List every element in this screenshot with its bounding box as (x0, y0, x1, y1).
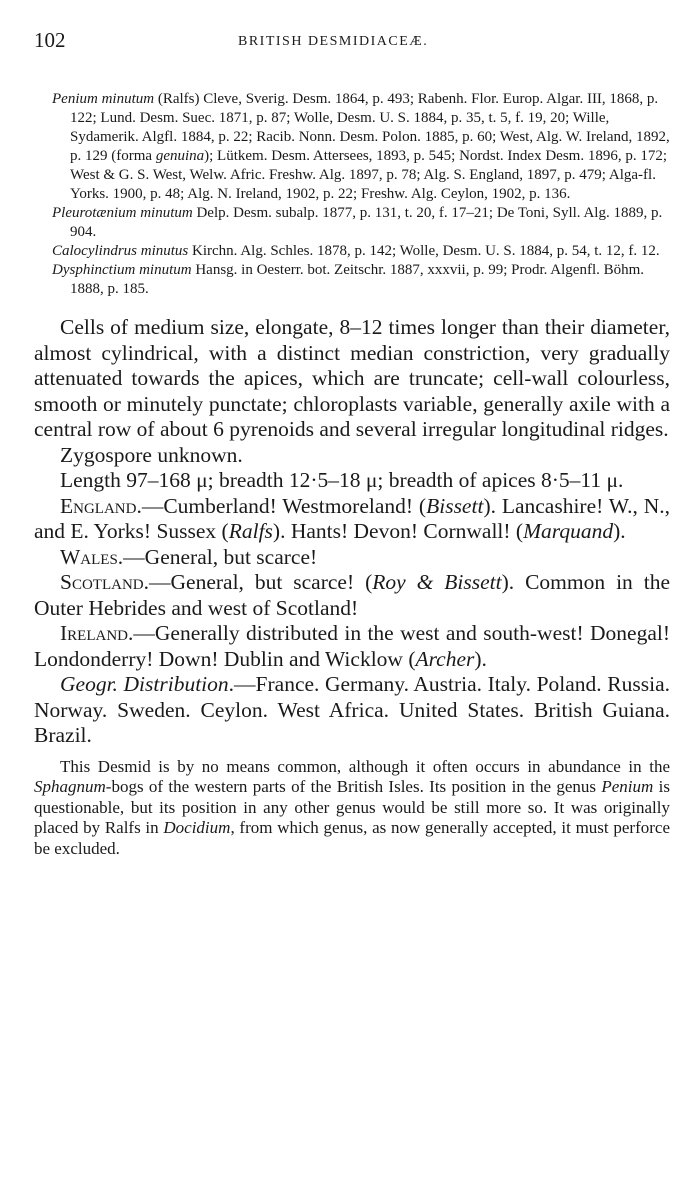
taxon-name: Pleurotænium minutum (52, 205, 193, 221)
distribution-scotland: Scotland.—General, but scarce! (Roy & Bissett). Common in the Outer Hebrides and west of Scotland! (34, 570, 671, 620)
synonym-entry: Pleurotænium minutum Delp. Desm. subalp. 1877, p. 131, t. 20, f. 17–21; De Toni, Syll. Alg. 1889, p. 904. (52, 205, 663, 240)
distribution-ireland: Ireland.—Generally distributed in the west and south-west! Donegal! Londonderry! Down! Dublin and Wicklow (Archer). (34, 621, 670, 671)
taxon-name: Penium minutum (52, 91, 155, 107)
page-number: 102 (34, 28, 66, 52)
page (34, 28, 670, 859)
species-body (34, 315, 670, 749)
remarks-paragraph: This Desmid is by no means common, although it often occurs in abundance in the Sphagnum-bogs of the western parts of the British Isles. Its position in the genus Penium is questionable, but its position in any other genus would be still more so. It was originally placed by Ralfs in Docidium, from which genus, as now generally accepted, it must perforce be excluded. (34, 756, 671, 858)
taxon-name: Dysphinctium minutum (52, 262, 192, 278)
remarks (34, 757, 670, 860)
distribution-geographic: Geogr. Distribution.—France. Germany. Austria. Italy. Poland. Russia. Norway. Sweden. Ceylon. West Africa. United States. British Guiana. Brazil. (34, 672, 670, 747)
synonym-entry: Penium minutum (Ralfs) Cleve, Sverig. Desm. 1864, p. 493; Rabenh. Flor. Europ. Algar. III, 1868, p. 122; Lund. Desm. Suec. 1871, p. 87; Wolle, Desm. U. S. 1884, p. 35, t. 5, f. 19, 20; Wille, Sydamerik. Algfl. 1884, p. 22; Racib. Nonn. Desm. Polon. 1885, p. 60; West, Alg. W. Ireland, 1892, p. 129 (forma genuina); Lütkem. Desm. Attersees, 1893, p. 545; Nordst. Index Desm. 1896, p. 172; West & G. S. West, Welw. Afric. Freshw. Alg. 1897, p. 78; Alg. S. England, 1897, p. 479; Alga-fl. Yorks. 1900, p. 48; Alg. N. Ireland, 1902, p. 22; Freshw. Alg. Ceylon, 1902, p. 136. (52, 91, 670, 202)
page-header (34, 28, 670, 58)
taxon-name: Calocylindrus minutus (52, 243, 189, 259)
synonym-entry: Calocylindrus minutus Kirchn. Alg. Schles. 1878, p. 142; Wolle, Desm. U. S. 1884, p. 54, t. 12, f. 12. (52, 243, 660, 259)
synonym-entry: Dysphinctium minutum Hansg. in Oesterr. bot. Zeitschr. 1887, xxxvii, p. 99; Prodr. Algenfl. Böhm. 1888, p. 185. (52, 262, 645, 297)
measurements: Length 97–168 μ; breadth 12·5–18 μ; breadth of apices 8·5–11 μ. (60, 468, 624, 492)
distribution-england: England.—Cumberland! Westmoreland! (Bissett). Lancashire! W., N., and E. Yorks! Sussex (Ralfs). Hants! Devon! Cornwall! (Marquand). (34, 493, 670, 543)
synonymy (34, 90, 670, 299)
running-title: BRITISH DESMIDIACEÆ. (238, 34, 429, 49)
zygospore: Zygospore unknown. (60, 442, 243, 467)
description: Cells of medium size, elongate, 8–12 times longer than their diameter, almost cylindrical, with a distinct median constriction, very gradually attenuated towards the apices, which are truncate; cell-wall colourless, smooth or minutely punctate; chloroplasts variable, generally axile with a central row of about 6 pyrenoids and several irregular longitudinal ridges. (34, 315, 670, 441)
distribution-wales: Wales.—General, but scarce! (60, 544, 318, 569)
